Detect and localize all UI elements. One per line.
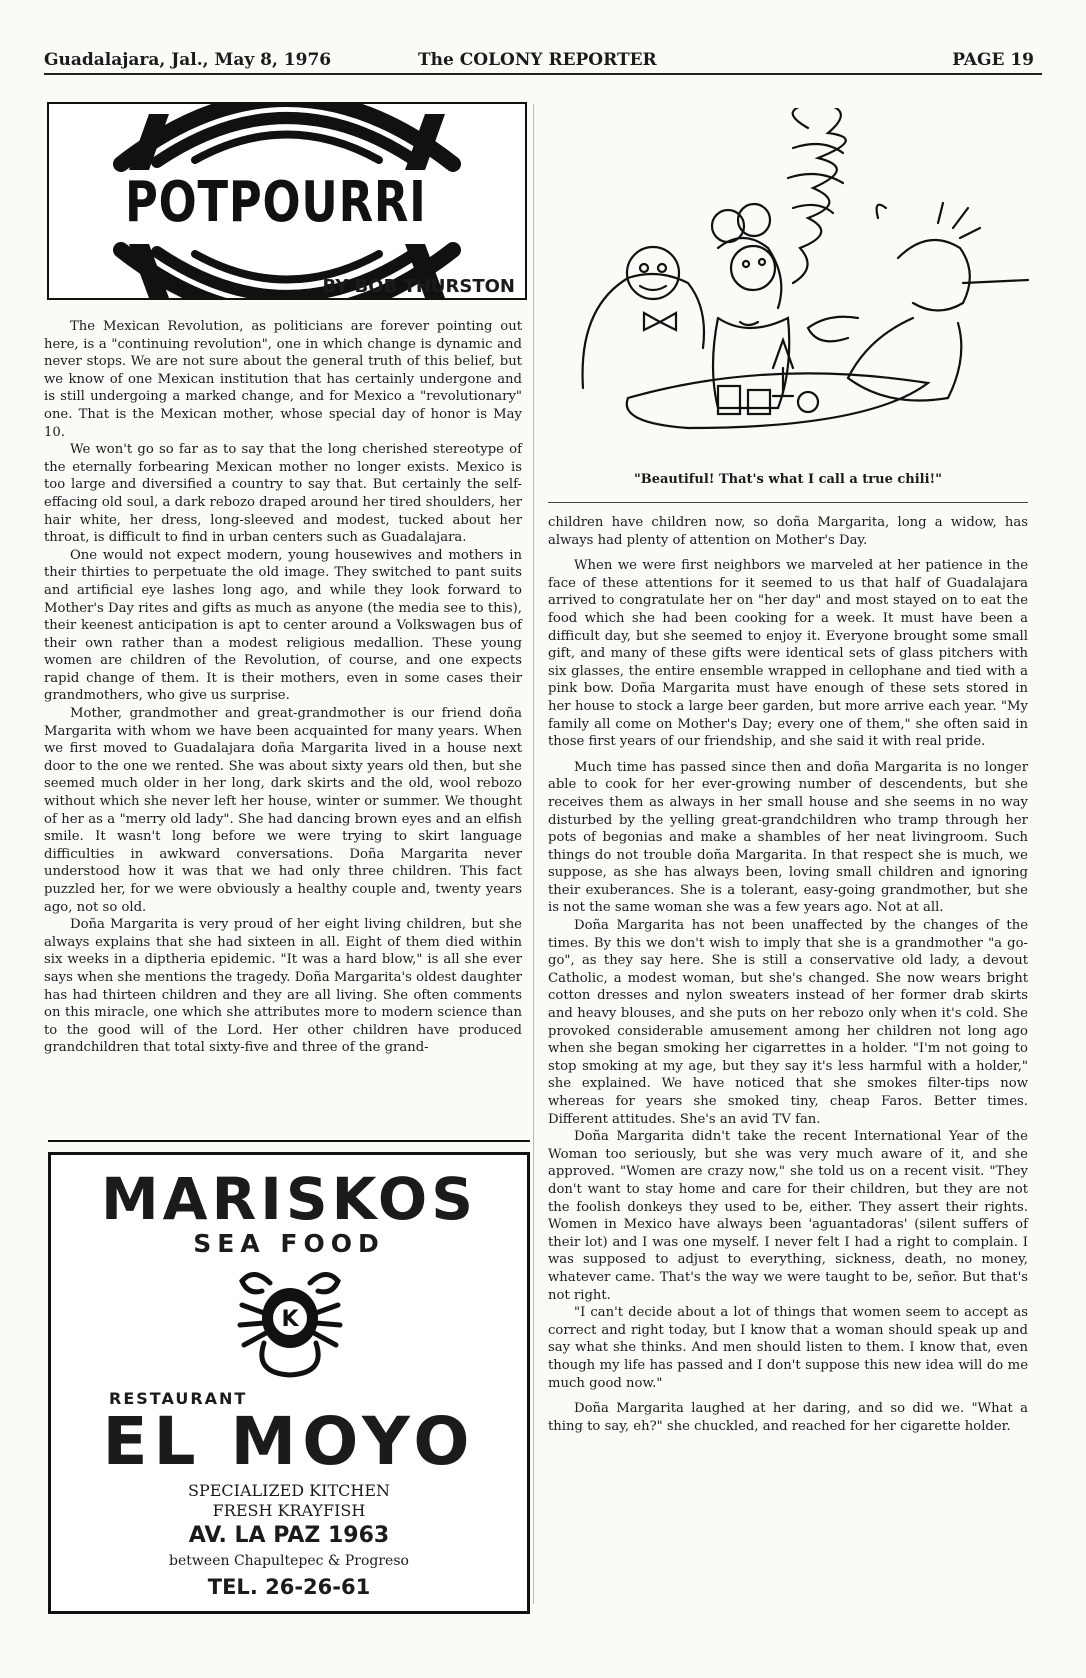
article-right-column: [548, 514, 1028, 1435]
logo-letter: K: [281, 1307, 299, 1332]
paragraph: Doña Margarita is very proud of her eight living children, but she always explains that she had sixteen in all. Eight of them died within six weeks in a diptheria epidemic. "It was a hard blow," is all she ever says when she mentions the tragedy. Doña Margarita's oldest daughter has had thirteen children and they are all living. She often comments on this miracle, one which she attributes more to modern science than to the good will of the Lord. Her other children have produced grandchildren that total sixty-five and three of the grand-: [44, 917, 522, 1056]
paragraph: Doña Margarita didn't take the recent International Year of the Woman too seriously, but she was very much aware of it, and she approved. "Women are crazy now," she told us on a recent visit. "They don't want to stay home and care for their children, but they are not the foolish donkeys they used to be, either. They assert their rights. Women in Mexico have always been 'aguantadoras' (silent suffers of their lot) and I was one myself. I never felt I had a right to complain. I was supposed to adjust to everything, sickness, death, no money, whatever came. That's the way we were taught to be, señor. But that's not right.: [548, 1129, 1028, 1303]
paragraph: When we were first neighbors we marveled at her patience in the face of these attentions for it seemed to us that half of Guadalajara arrived to congratulate her on "her day" and most stayed on to eat the food which she had been cooking for a week. It must have been a difficult day, but she seemed to enjoy it. Everyone brought some small gift, and many of these gifts were identical sets of glass pitchers with six glasses, the entire ensemble wrapped in cellophane and tied with a pink bow. Doña Margarita must have enough of these sets stored in her house to stock a large beer garden, but more arrive each year. "My family all come on Mother's Day; every one of them," she often said in those first years of our friendship, and she said it with real pride.: [548, 558, 1028, 750]
restaurant-ad: [48, 1152, 530, 1614]
paper-name: The COLONY REPORTER: [418, 50, 657, 70]
paragraph: Doña Margarita has not been unaffected by the changes of the times. By this we don't wish to imply that she is a grandmother "a go-go", as they say here. She is still a conservative old lady, a devout Catholic, a modest woman, but she's changed. She now wears bright cotton dresses and nylon sweaters instead of her former drab skirts and heavy blouses, and she puts on her rebozo only when it's cold. She provoked considerable amusement among her children not long ago when she began smoking her cigarrettes in a holder. "I'm not going to stop smoking at my age, but they say it's less harmful with a holder," she explained. We have noticed that she smokes filter-tips now whereas for years she smoked tiny, cheap Faros. Better times. Different attitudes. She's an avid TV fan.: [548, 918, 1028, 1127]
paragraph: Much time has passed since then and doña Margarita is no longer able to cook for her ever-growing number of descendents, but she receives them as always in her small house and she seems in no way disturbed by the yelling great-grandchildren who tramp through her pots of begonias and make a shambles of her neat livingroom. Such things do not trouble doña Margarita. In that respect she is much, we suppose, as she has always been, loving small children and ignoring their exuberances. She is a tolerant, easy-going grandmother, but she is not the same woman she was a few years ago. Not at all.: [548, 759, 1028, 916]
paragraph: We won't go so far as to say that the long cherished stereotype of the eternally forbearing Mexican mother no longer exists. Mexico is too large and diversified a country to say that. But certainly the self-effacing old soul, a dark rebozo draped around her tired shoulders, her hair white, her dress, long-sleeved and modest, tucked about her throat, is difficult to find in urban centers such as Guadalajara.: [44, 442, 522, 546]
ad-brand-name: MARISKOS: [100, 1165, 478, 1233]
cartoon-caption: "Beautiful! That's what I call a true chili!": [633, 472, 943, 487]
ad-telephone: TEL. 26-26-61: [207, 1575, 371, 1599]
column-byline: BY BOB THURSTON: [322, 276, 515, 297]
ad-subtitle: SEA FOOD: [193, 1229, 385, 1258]
caption-rule: [548, 502, 1028, 503]
article-left-column: [44, 318, 522, 1057]
ad-line-kitchen: SPECIALIZED KITCHEN: [188, 1481, 390, 1500]
paragraph: One would not expect modern, young housewives and mothers in their thirties to perpetuate the old image. They switched to pant suits and artificial eye lashes long ago, and while they look forward to Mother's Day rites and gifts as much as anyone (the media see to this), their keenest anticipation is apt to center around a Volkswagen bus of their own rather than a modest religious medallion. These young women are children of the Revolution, of course, and one expects rapid change of them. It is their mothers, even in some cases their grandmothers, who give us surprise.: [44, 547, 522, 704]
page-number: PAGE 19: [952, 50, 1034, 70]
column-divider: [533, 104, 534, 1604]
ad-address: AV. LA PAZ 1963: [188, 1523, 390, 1548]
dateline: Guadalajara, Jal., May 8, 1976: [44, 50, 332, 70]
masthead: [44, 46, 1042, 74]
paragraph: children have children now, so doña Margarita, long a widow, has always had plenty of attention on Mother's Day.: [548, 515, 1028, 548]
paragraph: "I can't decide about a lot of things that women seem to accept as correct and right today, but I know that a woman should speak up and say what she thinks. And men should listen to them. I know that, even though my life has passed and I don't suppose this new idea will do me much good now.": [548, 1305, 1028, 1391]
cartoon-illustration: [568, 108, 1032, 458]
ad-line-krayfish: FRESH KRAYFISH: [212, 1501, 366, 1520]
ad-top-rule: [48, 1140, 530, 1142]
paragraph: The Mexican Revolution, as politicians are forever pointing out here, is a "continuing revolution", one in which change is dynamic and never stops. We are not sure about the general truth of this belief, but we know of one Mexican institution that has certainly undergone and is still undergoing a marked change, and for Mexico a "revolutionary" one. That is the Mexican mother, whose special day of honor is May 10.: [44, 319, 522, 440]
column-title: POTPOURRI: [125, 170, 427, 235]
paragraph: Doña Margarita laughed at her daring, and so did we. "What a thing to say, eh?" she chuckled, and reached for her cigarette holder.: [548, 1401, 1028, 1434]
masthead-rule: [44, 73, 1042, 75]
restaurant-label: RESTAURANT: [109, 1389, 248, 1408]
paragraph: Mother, grandmother and great-grandmother is our friend doña Margarita with whom we have been acquainted for many years. When we first moved to Guadalajara doña Margarita lived in a house next door to the one we rented. She was about sixty years old then, but she seemed much older in her long, dark skirts and the old, wool rebozo without which she never left her house, winter or summer. We thought of her as a "merry old lady". She had dancing brown eyes and an elfish smile. It wasn't long before we were trying to skirt language difficulties in awkward conversations. Doña Margarita never understood how it was that we had only three children. This fact puzzled her, for we were obviously a healthy couple and, twenty years ago, not so old.: [44, 706, 522, 915]
crab-logo-icon: [234, 1263, 346, 1383]
column-header: [47, 102, 527, 300]
ad-cross-streets: between Chapultepec & Progreso: [169, 1553, 409, 1569]
restaurant-name: EL MOYO: [102, 1403, 476, 1480]
